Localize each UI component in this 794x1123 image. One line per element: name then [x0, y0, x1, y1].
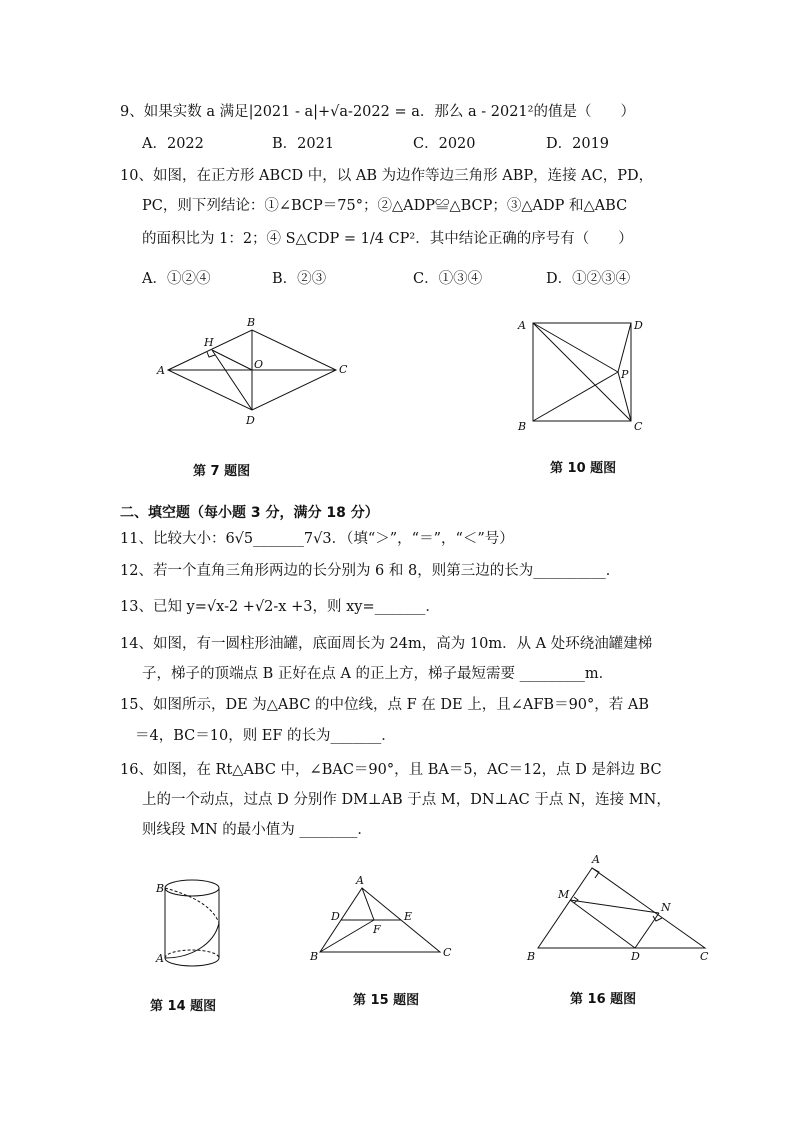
q10-option-b: B．②③ — [272, 271, 327, 287]
fig14-label-a: A — [156, 952, 164, 965]
fig10-label-b: B — [518, 420, 527, 433]
fig15-label-a: A — [356, 874, 364, 887]
figure-15-caption: 第 15 题图 — [353, 993, 420, 1008]
figure-10-caption: 第 10 题图 — [550, 461, 617, 476]
q10-line-3: 的面积比为 1：2；④ S△CDP = 1/4 CP²．其中结论正确的序号有（ ） — [142, 231, 633, 247]
q15-line-1: 15、如图所示，DE 为△ABC 的中位线，点 F 在 DE 上，且∠AFB＝90°，若 AB — [120, 697, 650, 713]
fig16-label-n: N — [661, 901, 671, 914]
fig16-label-d: D — [631, 950, 640, 963]
q10-option-c: C．①③④ — [413, 271, 483, 287]
fig7-label-o: O — [254, 358, 264, 371]
q10-option-a: A．①②④ — [142, 271, 211, 287]
fig16-segment-md — [570, 900, 635, 948]
fig15-label-b: B — [310, 950, 319, 963]
fig16-label-m: M — [558, 888, 570, 901]
q16-line-2: 上的一个动点，过点 D 分别作 DM⊥AB 于点 M，DN⊥AC 于点 N，连接 MN， — [142, 792, 671, 808]
q16-line-1: 16、如图，在 Rt△ABC 中，∠BAC＝90°，且 BA＝5，AC＝12，点 D 是斜边 BC — [120, 762, 662, 778]
section-2-title: 二、填空题（每小题 3 分，满分 18 分） — [120, 505, 379, 521]
q12-text: 12、若一个直角三角形两边的长分别为 6 和 8，则第三边的长为__________． — [120, 563, 621, 579]
q13-text: 13、已知 y=√x-2 +√2-x +3，则 xy=_______． — [120, 599, 440, 615]
q15-line-2: ＝4，BC＝10，则 EF 的长为_______． — [135, 728, 396, 744]
q9-option-a: A．2022 — [142, 136, 204, 152]
q9-stem: 9、如果实数 a 满足|2021 - a|+√a-2022 = a．那么 a - 2021²的值是（ ） — [120, 104, 635, 120]
fig7-label-b: B — [247, 316, 256, 329]
fig16-right-angle-a — [592, 868, 599, 878]
fig10-label-p: P — [621, 368, 629, 381]
figure-14-caption: 第 14 题图 — [150, 999, 217, 1014]
fig15-label-c: C — [443, 946, 452, 959]
fig10-label-a: A — [518, 319, 526, 332]
fig10-label-c: C — [634, 420, 643, 433]
fig7-label-h: H — [204, 336, 214, 349]
figure-16-caption: 第 16 题图 — [570, 992, 637, 1007]
q9-option-c: C．2020 — [413, 136, 476, 152]
q9-option-d: D．2019 — [546, 136, 610, 152]
q10-option-d: D．①②③④ — [546, 271, 631, 287]
fig16-label-c: C — [700, 950, 709, 963]
fig16-right-angle-m — [574, 897, 578, 903]
fig15-label-d: D — [331, 910, 340, 923]
fig7-label-c: C — [339, 363, 348, 376]
q9-option-b: B．2021 — [272, 136, 335, 152]
q16-line-3: 则线段 MN 的最小值为 ________． — [142, 822, 372, 838]
fig10-label-d: D — [634, 319, 643, 332]
q14-line-2: 子，梯子的顶端点 B 正好在点 A 的正上方，梯子最短需要 _________m． — [142, 666, 614, 682]
fig7-label-a: A — [157, 364, 165, 377]
figure-7-caption: 第 7 题图 — [193, 464, 251, 479]
fig16-segment-nd — [635, 913, 659, 948]
q10-line-2: PC，则下列结论：①∠BCP＝75°；②△ADP≌△BCP；③△ADP 和△ABC — [142, 198, 628, 214]
q11-text: 11、比较大小：6√5_______7√3．（填“＞”，“＝”，“＜”号） — [120, 531, 514, 547]
q10-line-1: 10、如图，在正方形 ABCD 中，以 AB 为边作等边三角形 ABP，连接 AC，PD， — [120, 168, 654, 184]
q14-line-1: 14、如图，有一圆柱形油罐，底面周长为 24m，高为 10m．从 A 处环绕油罐建梯 — [120, 636, 653, 652]
fig7-label-d: D — [246, 414, 255, 427]
fig15-label-e: E — [404, 910, 413, 923]
fig15-label-f: F — [373, 923, 381, 936]
fig16-label-b: B — [527, 950, 536, 963]
fig16-label-a: A — [592, 853, 600, 866]
fig14-label-b: B — [156, 882, 165, 895]
